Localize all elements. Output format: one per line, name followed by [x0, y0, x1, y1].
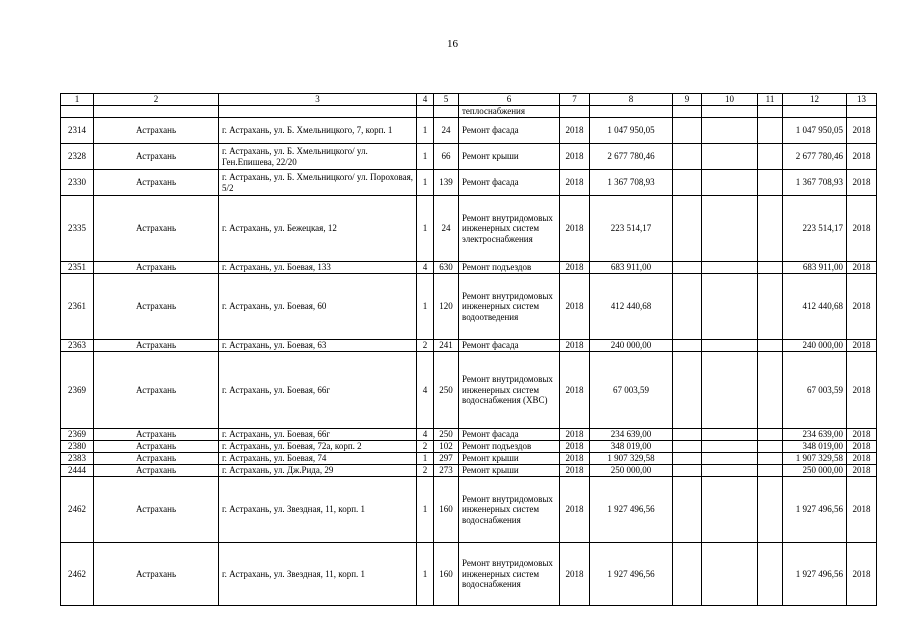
column-header: 10 [702, 94, 758, 106]
work-type-cell: Ремонт крыши [459, 144, 560, 170]
completion-year-cell: 2018 [847, 465, 877, 477]
col9-cell [673, 465, 702, 477]
col5-cell: 66 [434, 144, 459, 170]
total-cell: 1 907 329,58 [783, 453, 847, 465]
address-cell: г. Астрахань, ул. Звездная, 11, корп. 1 [219, 543, 417, 606]
col9-cell [673, 196, 702, 262]
completion-year-cell: 2018 [847, 118, 877, 144]
total-cell: 1 927 496,56 [783, 543, 847, 606]
col9-cell [673, 144, 702, 170]
cost-cell: 250 000,00 [590, 465, 673, 477]
row-number: 2363 [61, 340, 94, 352]
completion-year-cell: 2018 [847, 352, 877, 429]
col10-cell [702, 340, 758, 352]
col10-cell [702, 196, 758, 262]
col4-cell: 1 [417, 118, 434, 144]
address-cell: г. Астрахань, ул. Б. Хмельницкого/ ул. Пороховая, 5/2 [219, 170, 417, 196]
city-cell: Астрахань [94, 465, 219, 477]
col10-cell [702, 170, 758, 196]
cost-cell: 234 639,00 [590, 429, 673, 441]
year-cell: 2018 [560, 453, 590, 465]
completion-year-cell: 2018 [847, 441, 877, 453]
col4-cell: 1 [417, 144, 434, 170]
total-cell: 348 019,00 [783, 441, 847, 453]
col10-cell [702, 465, 758, 477]
col9-cell [673, 429, 702, 441]
col11-cell [758, 118, 783, 144]
cost-cell: 1 927 496,56 [590, 543, 673, 606]
cost-cell: 1 367 708,93 [590, 170, 673, 196]
city-cell: Астрахань [94, 453, 219, 465]
work-type-cell: Ремонт фасада [459, 118, 560, 144]
column-header: 7 [560, 94, 590, 106]
col4-cell: 4 [417, 352, 434, 429]
col11-cell [758, 144, 783, 170]
completion-year-cell: 2018 [847, 262, 877, 274]
total-cell: 234 639,00 [783, 429, 847, 441]
col5-cell: 160 [434, 543, 459, 606]
col4-cell: 2 [417, 441, 434, 453]
completion-year-cell: 2018 [847, 453, 877, 465]
col10-cell [702, 144, 758, 170]
address-cell: г. Астрахань, ул. Боевая, 133 [219, 262, 417, 274]
work-type-cell: Ремонт фасада [459, 340, 560, 352]
address-cell: г. Астрахань, ул. Звездная, 11, корп. 1 [219, 477, 417, 543]
city-cell: Астрахань [94, 118, 219, 144]
work-type-cell: Ремонт фасада [459, 429, 560, 441]
column-header: 11 [758, 94, 783, 106]
col4-cell: 4 [417, 429, 434, 441]
repair-register-table [60, 93, 877, 606]
col9-cell [673, 262, 702, 274]
row-number: 2314 [61, 118, 94, 144]
work-type-cell: Ремонт фасада [459, 170, 560, 196]
table-row [61, 262, 877, 274]
cost-cell: 1 907 329,58 [590, 453, 673, 465]
column-header: 1 [61, 94, 94, 106]
row-number: 2369 [61, 352, 94, 429]
city-cell: Астрахань [94, 340, 219, 352]
col5-cell: 273 [434, 465, 459, 477]
address-cell: г. Астрахань, ул. Боевая, 66г [219, 352, 417, 429]
continuation-row [61, 106, 877, 118]
table-row [61, 340, 877, 352]
column-header: 9 [673, 94, 702, 106]
col9-cell [673, 441, 702, 453]
col10-cell [702, 118, 758, 144]
city-cell: Астрахань [94, 274, 219, 340]
row-number: 2361 [61, 274, 94, 340]
cost-cell: 683 911,00 [590, 262, 673, 274]
col11-cell [758, 340, 783, 352]
col9-cell [673, 453, 702, 465]
cost-cell: 67 003,59 [590, 352, 673, 429]
col5-cell: 250 [434, 352, 459, 429]
column-header: 8 [590, 94, 673, 106]
col11-cell [758, 543, 783, 606]
year-cell: 2018 [560, 543, 590, 606]
total-cell: 223 514,17 [783, 196, 847, 262]
col11-cell [758, 196, 783, 262]
work-type-cell: Ремонт крыши [459, 453, 560, 465]
total-cell: 1 367 708,93 [783, 170, 847, 196]
address-cell: г. Астрахань, ул. Боевая, 72а, корп. 2 [219, 441, 417, 453]
total-cell: 240 000,00 [783, 340, 847, 352]
work-type-cell: Ремонт внутридомовых инженерных систем водоснабжения [459, 477, 560, 543]
city-cell: Астрахань [94, 144, 219, 170]
work-type-cell: Ремонт крыши [459, 465, 560, 477]
col5-cell: 120 [434, 274, 459, 340]
column-number-row [61, 94, 877, 106]
year-cell: 2018 [560, 429, 590, 441]
work-type-cell: Ремонт подъездов [459, 441, 560, 453]
city-cell: Астрахань [94, 196, 219, 262]
table-row [61, 453, 877, 465]
col11-cell [758, 441, 783, 453]
completion-year-cell: 2018 [847, 477, 877, 543]
row-number: 2444 [61, 465, 94, 477]
col11-cell [758, 352, 783, 429]
column-header: 6 [459, 94, 560, 106]
col11-cell [758, 274, 783, 340]
col5-cell: 24 [434, 118, 459, 144]
table-row [61, 465, 877, 477]
address-cell: г. Астрахань, ул. Бежецкая, 12 [219, 196, 417, 262]
city-cell: Астрахань [94, 262, 219, 274]
col10-cell [702, 352, 758, 429]
table-row [61, 352, 877, 429]
row-number: 2380 [61, 441, 94, 453]
cost-cell: 2 677 780,46 [590, 144, 673, 170]
completion-year-cell: 2018 [847, 170, 877, 196]
address-cell: г. Астрахань, ул. Боевая, 74 [219, 453, 417, 465]
year-cell: 2018 [560, 441, 590, 453]
work-type-cell: Ремонт подъездов [459, 262, 560, 274]
total-cell: 412 440,68 [783, 274, 847, 340]
col10-cell [702, 477, 758, 543]
address-cell: г. Астрахань, ул. Боевая, 60 [219, 274, 417, 340]
total-cell: 67 003,59 [783, 352, 847, 429]
cost-cell: 348 019,00 [590, 441, 673, 453]
col11-cell [758, 170, 783, 196]
city-cell: Астрахань [94, 170, 219, 196]
address-cell: г. Астрахань, ул. Дж.Рида, 29 [219, 465, 417, 477]
row-number: 2351 [61, 262, 94, 274]
col9-cell [673, 118, 702, 144]
col10-cell [702, 274, 758, 340]
table-row [61, 543, 877, 606]
table-row [61, 441, 877, 453]
col5-cell: 24 [434, 196, 459, 262]
row-number: 2328 [61, 144, 94, 170]
table-row [61, 429, 877, 441]
completion-year-cell: 2018 [847, 543, 877, 606]
year-cell: 2018 [560, 144, 590, 170]
address-cell: г. Астрахань, ул. Б. Хмельницкого, 7, корп. 1 [219, 118, 417, 144]
year-cell: 2018 [560, 196, 590, 262]
col9-cell [673, 340, 702, 352]
col9-cell [673, 170, 702, 196]
col4-cell: 1 [417, 453, 434, 465]
year-cell: 2018 [560, 262, 590, 274]
city-cell: Астрахань [94, 543, 219, 606]
year-cell: 2018 [560, 118, 590, 144]
total-cell: 2 677 780,46 [783, 144, 847, 170]
completion-year-cell: 2018 [847, 274, 877, 340]
col4-cell: 2 [417, 340, 434, 352]
cost-cell: 240 000,00 [590, 340, 673, 352]
cost-cell: 412 440,68 [590, 274, 673, 340]
col4-cell: 1 [417, 274, 434, 340]
row-number: 2462 [61, 543, 94, 606]
continuation-text: теплоснабжения [459, 106, 560, 118]
year-cell: 2018 [560, 465, 590, 477]
column-header: 2 [94, 94, 219, 106]
completion-year-cell: 2018 [847, 340, 877, 352]
col5-cell: 139 [434, 170, 459, 196]
col5-cell: 102 [434, 441, 459, 453]
col5-cell: 241 [434, 340, 459, 352]
col9-cell [673, 543, 702, 606]
total-cell: 683 911,00 [783, 262, 847, 274]
row-number: 2369 [61, 429, 94, 441]
col5-cell: 630 [434, 262, 459, 274]
total-cell: 1 927 496,56 [783, 477, 847, 543]
year-cell: 2018 [560, 170, 590, 196]
completion-year-cell: 2018 [847, 196, 877, 262]
work-type-cell: Ремонт внутридомовых инженерных систем водоотведения [459, 274, 560, 340]
col4-cell: 1 [417, 170, 434, 196]
year-cell: 2018 [560, 477, 590, 543]
work-type-cell: Ремонт внутридомовых инженерных систем электроснабжения [459, 196, 560, 262]
work-type-cell: Ремонт внутридомовых инженерных систем водоснабжения [459, 543, 560, 606]
work-type-cell: Ремонт внутридомовых инженерных систем водоснабжения (ХВС) [459, 352, 560, 429]
col5-cell: 250 [434, 429, 459, 441]
page-number: 16 [447, 38, 458, 50]
year-cell: 2018 [560, 340, 590, 352]
col11-cell [758, 453, 783, 465]
table-row [61, 196, 877, 262]
table-row [61, 118, 877, 144]
city-cell: Астрахань [94, 477, 219, 543]
col10-cell [702, 543, 758, 606]
total-cell: 1 047 950,05 [783, 118, 847, 144]
col9-cell [673, 274, 702, 340]
column-header: 13 [847, 94, 877, 106]
col5-cell: 297 [434, 453, 459, 465]
completion-year-cell: 2018 [847, 429, 877, 441]
column-header: 3 [219, 94, 417, 106]
row-number: 2383 [61, 453, 94, 465]
column-header: 12 [783, 94, 847, 106]
col11-cell [758, 262, 783, 274]
year-cell: 2018 [560, 274, 590, 340]
address-cell: г. Астрахань, ул. Боевая, 66г [219, 429, 417, 441]
row-number: 2462 [61, 477, 94, 543]
col9-cell [673, 477, 702, 543]
cost-cell: 1 047 950,05 [590, 118, 673, 144]
cost-cell: 1 927 496,56 [590, 477, 673, 543]
total-cell: 250 000,00 [783, 465, 847, 477]
col4-cell: 2 [417, 465, 434, 477]
col11-cell [758, 465, 783, 477]
row-number: 2330 [61, 170, 94, 196]
col9-cell [673, 352, 702, 429]
cost-cell: 223 514,17 [590, 196, 673, 262]
col4-cell: 4 [417, 262, 434, 274]
year-cell: 2018 [560, 352, 590, 429]
col11-cell [758, 429, 783, 441]
col5-cell: 160 [434, 477, 459, 543]
city-cell: Астрахань [94, 352, 219, 429]
address-cell: г. Астрахань, ул. Б. Хмельницкого/ ул. Ген.Епишева, 22/20 [219, 144, 417, 170]
col10-cell [702, 453, 758, 465]
column-header: 4 [417, 94, 434, 106]
completion-year-cell: 2018 [847, 144, 877, 170]
col11-cell [758, 477, 783, 543]
col4-cell: 1 [417, 477, 434, 543]
col4-cell: 1 [417, 543, 434, 606]
address-cell: г. Астрахань, ул. Боевая, 63 [219, 340, 417, 352]
col10-cell [702, 262, 758, 274]
table-row [61, 477, 877, 543]
table-row [61, 274, 877, 340]
table-row [61, 144, 877, 170]
col10-cell [702, 441, 758, 453]
col4-cell: 1 [417, 196, 434, 262]
col10-cell [702, 429, 758, 441]
row-number: 2335 [61, 196, 94, 262]
city-cell: Астрахань [94, 441, 219, 453]
city-cell: Астрахань [94, 429, 219, 441]
table-row [61, 170, 877, 196]
column-header: 5 [434, 94, 459, 106]
